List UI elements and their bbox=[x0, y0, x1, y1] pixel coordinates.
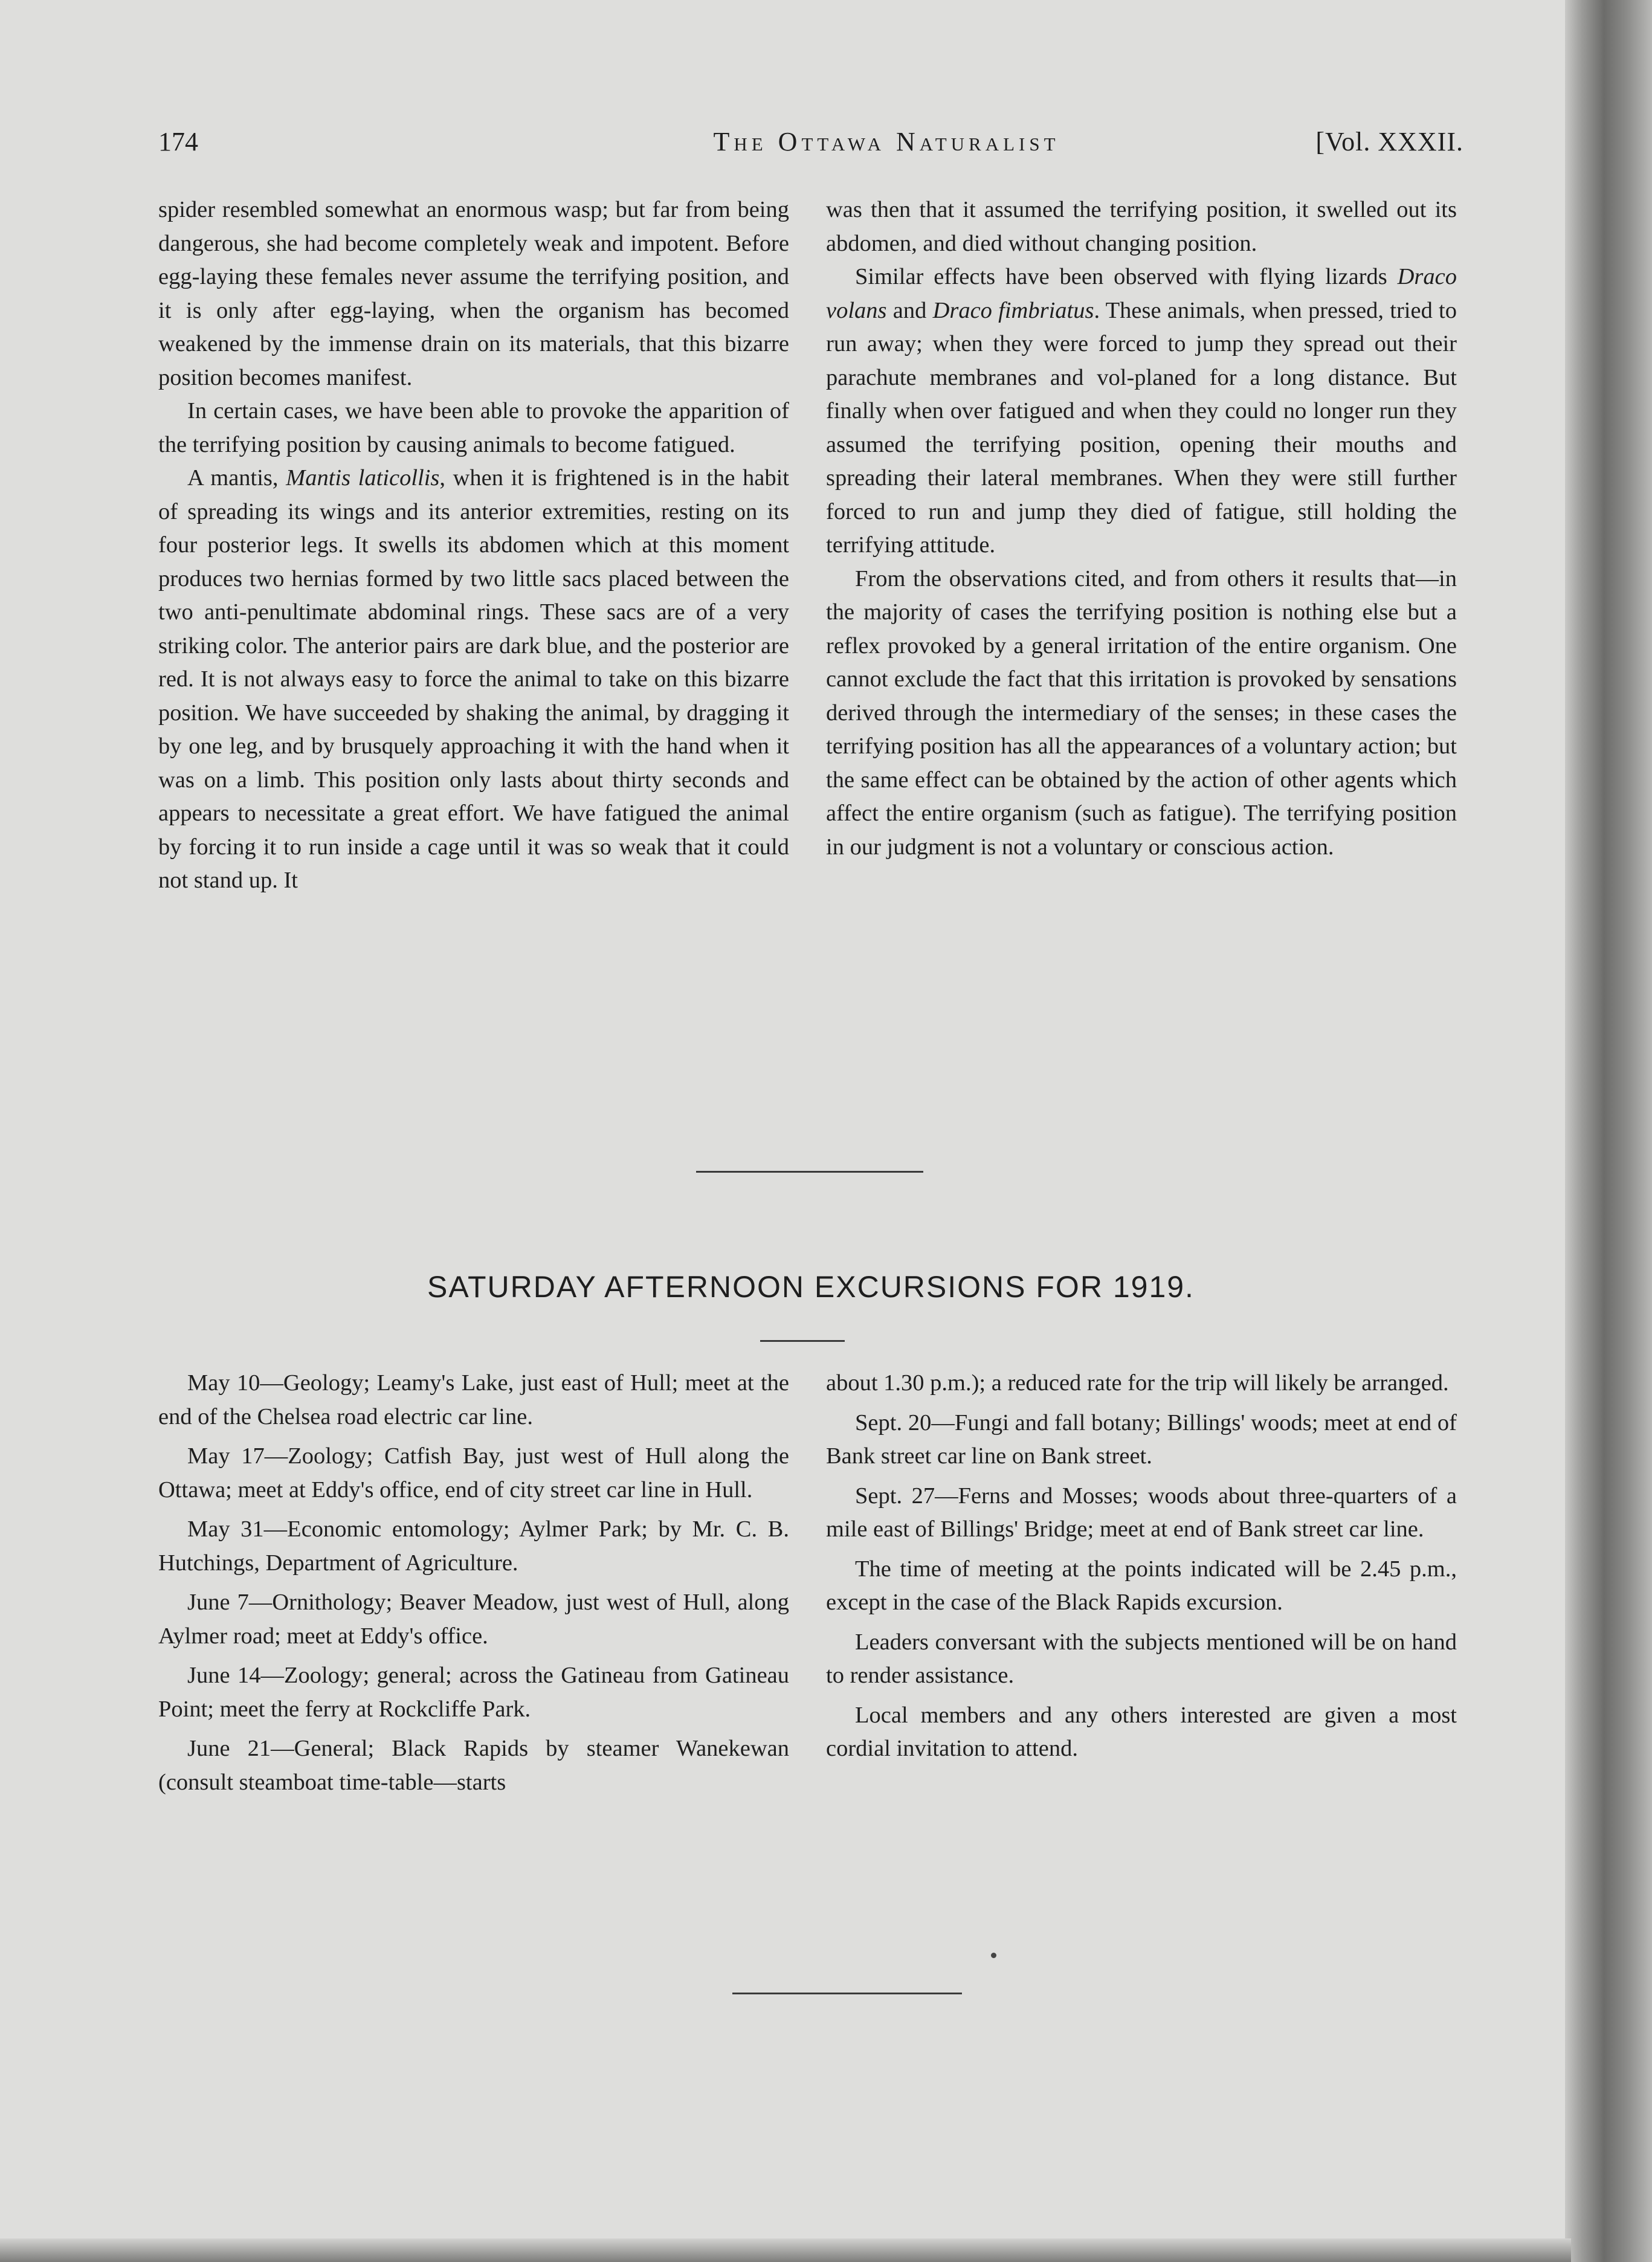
article-paragraph: A mantis, Mantis laticollis, when it is frightened is in the habit of spreading its wings and its anterior extremities, resting on its four posterior legs. It swells its abdomen which at this moment produces two hernias formed by two little sacs placed between the two anti-penultimate abdominal rings. These sacs are of a very striking color. The anterior pairs are dark blue, and the posterior are red. It is not always easy to force the animal to take on this bizarre position. We have succeeded by shaking the animal, by dragging it by one leg, and by brusquely approaching it with the hand when it was on a limb. This position only lasts about thirty seconds and appears to necessitate a great effort. We have fatigued the animal by forcing it to run inside a cage until it was so weak that it could not stand up. It bbox=[158, 465, 789, 893]
excursion-entry: May 10—Geology; Leamy's Lake, just east of Hull; meet at the end of the Chelsea road electric car line. bbox=[158, 1370, 789, 1429]
article-right-column bbox=[826, 193, 1457, 864]
excursions-left-column bbox=[158, 1367, 789, 1805]
excursions-title: SATURDAY AFTERNOON EXCURSIONS FOR 1919. bbox=[427, 1270, 1195, 1304]
end-divider bbox=[732, 1993, 962, 1994]
excursion-entry: June 21—General; Black Rapids by steamer Wanekewan (consult steamboat time-table—starts bbox=[158, 1736, 789, 1795]
excursions-right-column bbox=[826, 1367, 1457, 1772]
excursion-entry: June 7—Ornithology; Beaver Meadow, just west of Hull, along Aylmer road; meet at Eddy's office. bbox=[158, 1590, 789, 1649]
excursion-entry: May 17—Zoology; Catfish Bay, just west of Hull along the Ottawa; meet at Eddy's office, end of city street car line in Hull. bbox=[158, 1443, 789, 1503]
title-underline bbox=[760, 1340, 845, 1342]
print-speck bbox=[991, 1953, 996, 1958]
volume-label: [Vol. XXXII. bbox=[1315, 127, 1463, 156]
article-paragraph: spider resembled somewhat an enormous wasp; but far from being dangerous, she had become completely weak and impotent. Before egg-laying these females never assume the terrifying position, and it is only after egg-laying, when the organism has becomed weakened by the immense drain on its materials, that this bizarre position becomes manifest. bbox=[158, 197, 789, 390]
excursion-entry: Sept. 20—Fungi and fall botany; Billings' woods; meet at end of Bank street car line on Bank street. bbox=[826, 1410, 1457, 1469]
running-head bbox=[158, 124, 1463, 160]
page-number: 174 bbox=[158, 127, 198, 156]
excursion-note: Local members and any others interested are given a most cordial invitation to attend. bbox=[826, 1702, 1457, 1761]
excursion-note: Leaders conversant with the subjects mentioned will be on hand to render assistance. bbox=[826, 1629, 1457, 1688]
article-paragraph: In certain cases, we have been able to provoke the apparition of the terrifying position by causing animals to become fatigued. bbox=[158, 398, 789, 457]
excursion-entry: Sept. 27—Ferns and Mosses; woods about three-quarters of a mile east of Billings' Bridge; meet at end of Bank street car line. bbox=[826, 1483, 1457, 1542]
scan-bottom-shadow bbox=[0, 2238, 1571, 2262]
excursion-note: The time of meeting at the points indicated will be 2.45 p.m., except in the case of the Black Rapids excursion. bbox=[826, 1556, 1457, 1615]
journal-title: The Ottawa Naturalist bbox=[713, 127, 1060, 156]
article-paragraph: was then that it assumed the terrifying position, it swelled out its abdomen, and died without changing position. bbox=[826, 197, 1457, 256]
excursion-entry: about 1.30 p.m.); a reduced rate for the trip will likely be arranged. bbox=[826, 1370, 1449, 1396]
article-left-column bbox=[158, 193, 789, 898]
scan-edge-shadow bbox=[1565, 0, 1652, 2262]
article-paragraph: From the observations cited, and from others it results that—in the majority of cases the terrifying position is nothing else but a reflex provoked by a general irritation of the entire organism. One cannot exclude the fact that this irritation is provoked by sensations derived through the intermediary of the senses; in these cases the terrifying position has all the appearances of a voluntary action; but the same effect can be obtained by the action of other agents which affect the entire organism (such as fatigue). The terrifying position in our judgment is not a voluntary or conscious action. bbox=[826, 566, 1457, 860]
excursion-entry: May 31—Economic entomology; Aylmer Park; by Mr. C. B. Hutchings, Department of Agriculture. bbox=[158, 1516, 789, 1576]
excursion-entry: June 14—Zoology; general; across the Gatineau from Gatineau Point; meet the ferry at Rockcliffe Park. bbox=[158, 1663, 789, 1722]
article-paragraph: Similar effects have been observed with flying lizards Draco volans and Draco fimbriatus. These animals, when pressed, tried to run away; when they were forced to jump they spread out their parachute membranes and vol-planed for a long distance. But finally when over fatigued and when they could no longer run they assumed the terrifying position, opening their mouths and spreading their lateral membranes. When they were still further forced to run and jump they died of fatigue, still holding the terrifying attitude. bbox=[826, 264, 1457, 558]
section-divider bbox=[696, 1171, 923, 1173]
